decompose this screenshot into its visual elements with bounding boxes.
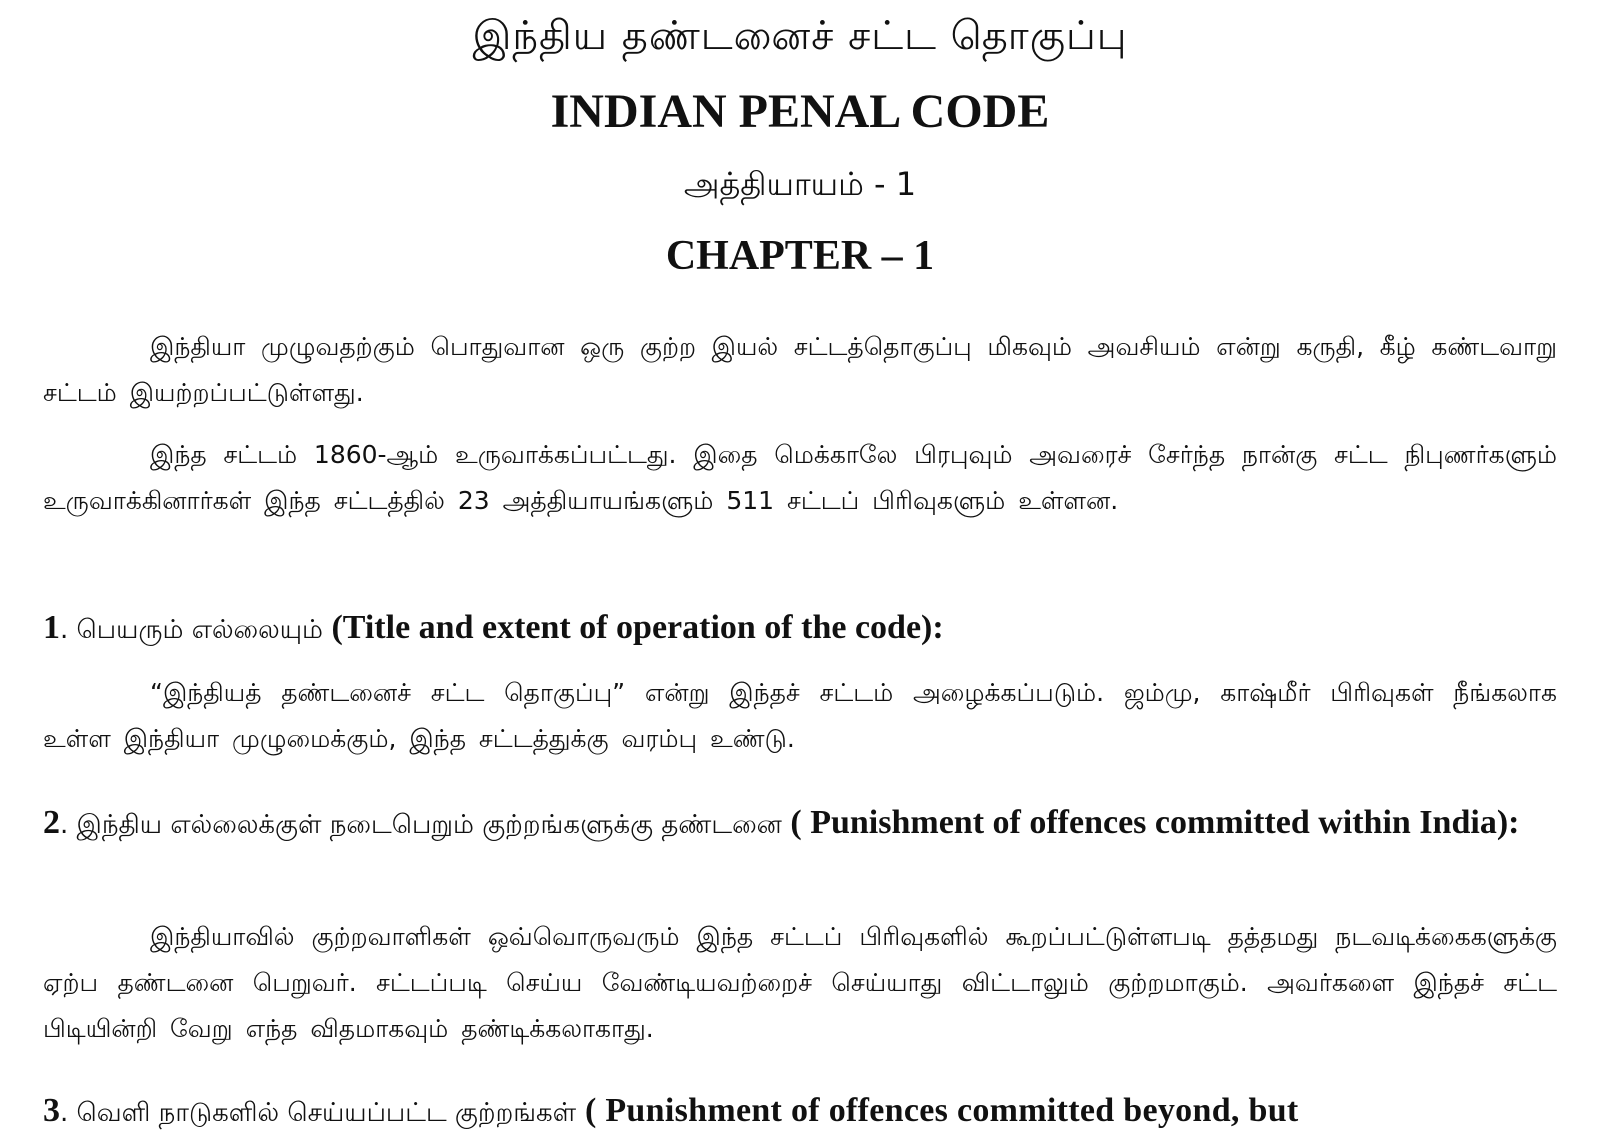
section-english-heading: ( Punishment of offences committed beyond, but: [576, 1092, 1299, 1129]
intro-paragraph-2: இந்த சட்டம் 1860-ஆம் உருவாக்கப்பட்டது. இதை மெக்காலே பிரபுவும் அவரைச் சேர்ந்த நான்கு சட்ட நிபுணர்களும் உருவாக்கினார்கள் இந்த சட்டத்தில் 23 அத்தியாயங்களும் 511 சட்டப் பிரிவுகளும் உள்ளன.: [43, 440, 1557, 515]
tamil-title: இந்திய தண்டனைச் சட்ட தொகுப்பு: [472, 13, 1128, 59]
section-number: 1: [43, 609, 60, 646]
section-1-heading: [43, 605, 1557, 653]
tamil-chapter-heading: அத்தியாயம் - 1: [683, 165, 917, 203]
section-tamil-heading: . வெளி நாடுகளில் செய்யப்பட்ட குற்றங்கள்: [60, 1098, 577, 1128]
section-3-heading: [43, 1088, 1557, 1136]
section-2-body: இந்தியாவில் குற்றவாளிகள் ஒவ்வொருவரும் இந்த சட்டப் பிரிவுகளில் கூறப்பட்டுள்ளபடி தத்தமது நடவடிக்கைகளுக்கு ஏற்ப தண்டனை பெறுவர். சட்டப்படி செய்ய வேண்டியவற்றைச் செய்யாது விட்டாலும் குற்றமாகும். அவர்களை இந்தச் சட்ட பிடியின்றி வேறு எந்த விதமாகவும் தண்டிக்கலாகாது.: [43, 922, 1557, 1043]
section-english-heading: ( Punishment of offences committed within India):: [781, 804, 1520, 841]
section-english-heading: (Title and extent of operation of the code):: [322, 609, 944, 646]
english-title: INDIAN PENAL CODE: [550, 85, 1050, 138]
section-1-body: “இந்தியத் தண்டனைச் சட்ட தொகுப்பு” என்று இந்தச் சட்டம் அழைக்கப்படும். ஜம்மு, காஷ்மீர் பிரிவுகள் நீங்கலாக உள்ள இந்தியா முழுமைக்கும், இந்த சட்டத்துக்கு வரம்பு உண்டு.: [43, 678, 1557, 753]
section-tamil-heading: . இந்திய எல்லைக்குள் நடைபெறும் குற்றங்களுக்கு தண்டனை: [60, 810, 782, 840]
intro-paragraph-1: இந்தியா முழுவதற்கும் பொதுவான ஒரு குற்ற இயல் சட்டத்தொகுப்பு மிகவும் அவசியம் என்று கருதி, கீழ் கண்டவாறு சட்டம் இயற்றப்பட்டுள்ளது.: [43, 332, 1557, 407]
english-chapter-heading: CHAPTER – 1: [665, 233, 935, 279]
section-number: 3: [43, 1092, 60, 1129]
section-2-heading: [43, 800, 1557, 848]
section-tamil-heading: . பெயரும் எல்லையும்: [60, 615, 323, 645]
section-number: 2: [43, 804, 60, 841]
